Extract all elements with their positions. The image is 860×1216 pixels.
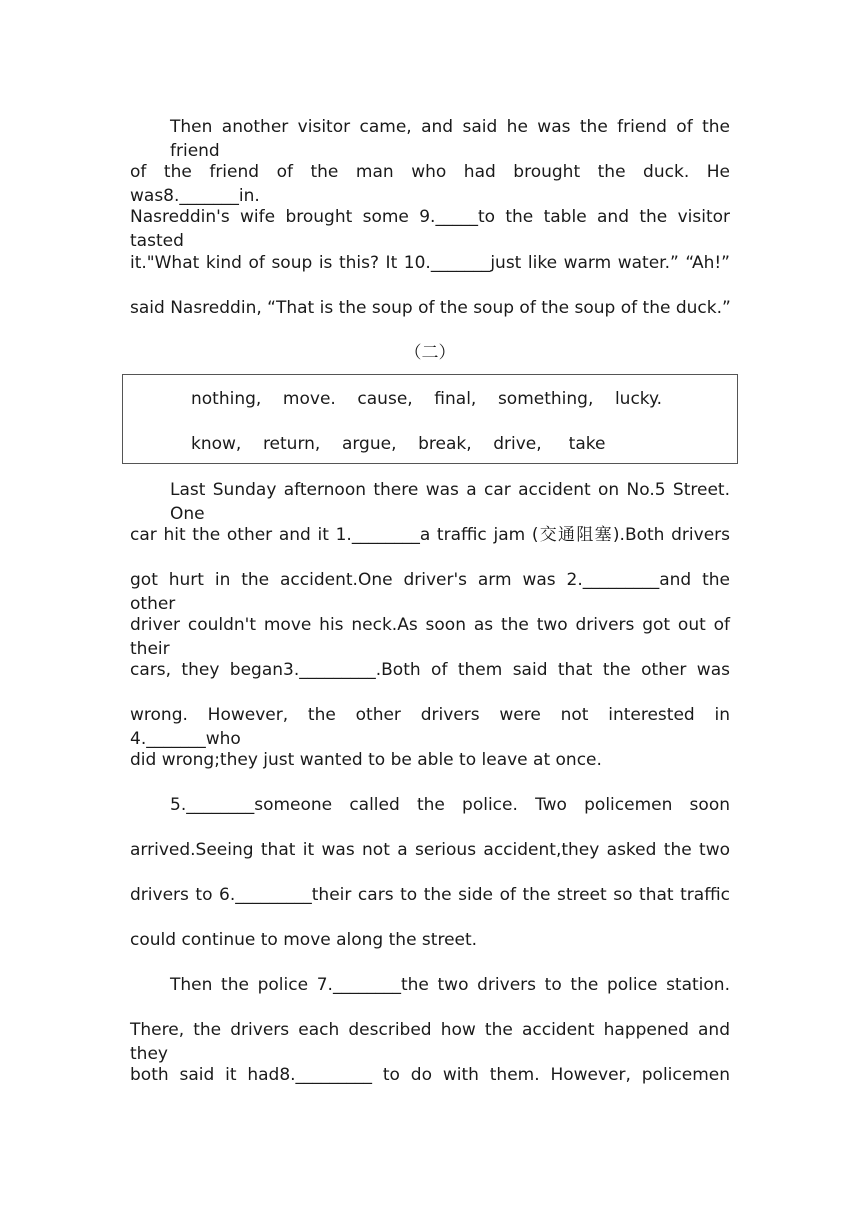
passage1-line-4: it."What kind of soup is this? It 10._______just like warm water.” “Ah!” xyxy=(130,253,730,273)
word-bank-row-2: know, return, argue, break, drive, take xyxy=(191,434,606,454)
passage2-line-11: could continue to move along the street. xyxy=(130,930,478,950)
passage1-line-3: Nasreddin's wife brought some 9._____to the table and the visitor tasted xyxy=(130,207,730,251)
passage2-line-13: There, the drivers each described how the accident happened and they xyxy=(130,1020,730,1064)
passage2-line-7: did wrong;they just wanted to be able to leave at once. xyxy=(130,750,602,770)
passage2-line-5: cars, they began3._________.Both of them said that the other was xyxy=(130,660,730,680)
passage2-line-12: Then the police 7.________the two drivers to the police station. xyxy=(170,975,730,995)
passage2-line-10: drivers to 6._________their cars to the side of the street so that traffic xyxy=(130,885,730,905)
passage2-line-6: wrong. However, the other drivers were not interested in 4._______who xyxy=(130,705,730,749)
passage1-line-1: Then another visitor came, and said he was the friend of the friend xyxy=(170,117,730,161)
passage1-line-5: said Nasreddin, “That is the soup of the soup of the soup of the duck.” xyxy=(130,298,731,318)
passage2-line-4: driver couldn't move his neck.As soon as the two drivers got out of their xyxy=(130,615,730,659)
passage1-line-2: of the friend of the man who had brought the duck. He was8._______in. xyxy=(130,162,730,206)
passage2-line-9: arrived.Seeing that it was not a serious accident,they asked the two xyxy=(130,840,730,860)
passage2-line-3: got hurt in the accident.One driver's arm was 2._________and the other xyxy=(130,570,730,614)
word-bank-box xyxy=(122,374,738,464)
passage2-line-2: car hit the other and it 1.________a traffic jam (交通阻塞).Both drivers xyxy=(130,525,730,545)
word-bank-row-1: nothing, move. cause, final, something, lucky. xyxy=(191,389,663,409)
passage2-line-1: Last Sunday afternoon there was a car accident on No.5 Street. One xyxy=(170,480,730,524)
section-heading: （二） xyxy=(404,343,456,363)
passage2-line-14: both said it had8._________ to do with them. However, policemen xyxy=(130,1065,730,1085)
passage2-line-8: 5.________someone called the police. Two policemen soon xyxy=(170,795,730,815)
